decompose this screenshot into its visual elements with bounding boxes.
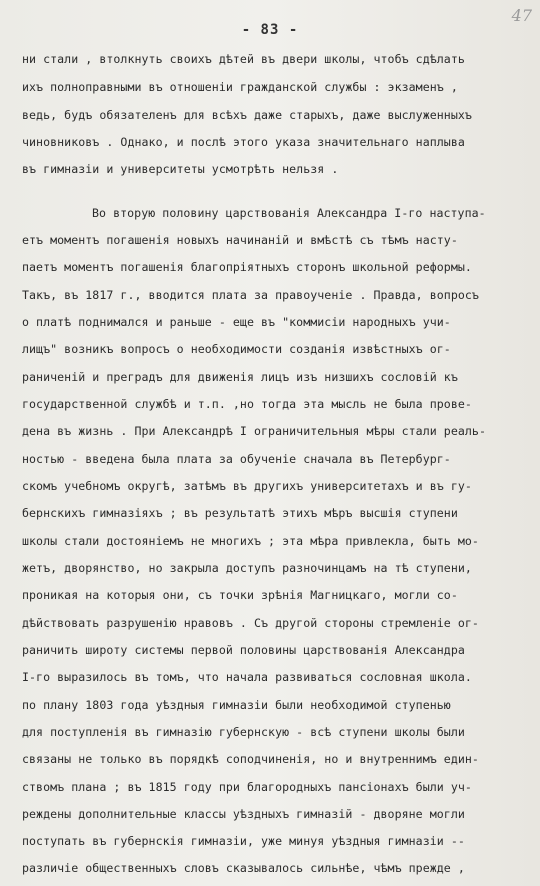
text-line: ностью - введена была плата за обученіе сначала въ Петербург- — [22, 452, 451, 466]
text-line: I-го выразилось въ томъ, что начала развиваться сословная школа. — [22, 670, 472, 684]
text-line: поступать въ губернскія гимназіи, уже минуя уѣздныя гимназіи -- — [22, 834, 465, 848]
text-line: ведь, будъ обязателенъ для всѣхъ даже старыхъ, даже выслуженныхъ — [22, 108, 472, 122]
text-line: ствомъ плана ; въ 1815 году при благородныхъ пансіонахъ были уч- — [22, 780, 472, 794]
text-line: о платѣ поднимался и раньше - еще въ "коммисіи народныхъ учи- — [22, 315, 451, 329]
text-line: связаны не только въ порядкѣ соподчиненія, но и внутреннимъ един- — [22, 752, 479, 766]
text-line: раниченій и преградъ для движенія лицъ изъ низшихъ сословій къ — [22, 370, 458, 384]
text-line: по плану 1803 года уѣздныя гимназіи были необходимой ступенью — [22, 698, 451, 712]
text-line: паетъ моментъ погашенія благопріятныхъ сторонъ школьной реформы. — [22, 260, 472, 274]
text-line: жетъ, дворянство, но закрыла доступъ разночинцамъ на тѣ ступени, — [22, 561, 472, 575]
text-line: въ гимназіи и университеты усмотрѣть нельзя . — [22, 162, 339, 176]
text-line: етъ моментъ погашенія новыхъ начинаній и вмѣстѣ съ тѣмъ насту- — [22, 233, 458, 247]
text-line: чиновниковъ . Однако, и послѣ этого указа значительнаго наплыва — [22, 135, 465, 149]
text-line: различіе общественныхъ словъ сказывалось сильнѣе, чѣмъ прежде , — [22, 861, 465, 875]
text-line: ихъ полноправными въ отношеніи гражданской службы : экзаменъ , — [22, 80, 458, 94]
text-line: для поступленія въ гимназію губернскую - всѣ ступени школы были — [22, 725, 465, 739]
text-line: дена въ жизнь . При Александрѣ I ограничительныя мѣры стали реаль- — [22, 424, 486, 438]
text-line: дѣйствовать разрушенію нравовъ . Съ другой стороны стремленіе ог- — [22, 616, 479, 630]
text-line: ни стали , втолкнуть своихъ дѣтей въ двери школы, чтобъ сдѣлать — [22, 52, 465, 66]
text-line: Во вторую половину царствованія Александра I-го наступа- — [92, 206, 486, 220]
text-line: школы стали достояніемъ не многихъ ; эта мѣра привлекла, быть мо- — [22, 534, 479, 548]
text-line: государственной службѣ и т.п. ,но тогда эта мысль не была прове- — [22, 397, 472, 411]
text-line: лищъ" возникъ вопросъ о необходимости созданія извѣстныхъ ог- — [22, 342, 451, 356]
text-line: скомъ учебномъ округѣ, затѣмъ въ другихъ университетахъ и въ гу- — [22, 479, 472, 493]
page-number: - 83 - — [241, 22, 299, 38]
text-line: Такъ, въ 1817 г., вводится плата за правоученіе . Правда, вопросъ — [22, 288, 479, 302]
text-line: проникая на которыя они, съ точки зрѣнія Магницкаго, могли со- — [22, 588, 458, 602]
text-line: бернскихъ гимназіяхъ ; въ результатѣ этихъ мѣръ высшія ступени — [22, 506, 458, 520]
text-line: реждены дополнительные классы уѣздныхъ гимназій - дворяне могли — [22, 807, 465, 821]
archive-mark: 47 — [511, 6, 532, 25]
text-line: раничить широту системы первой половины царствованія Александра — [22, 643, 465, 657]
